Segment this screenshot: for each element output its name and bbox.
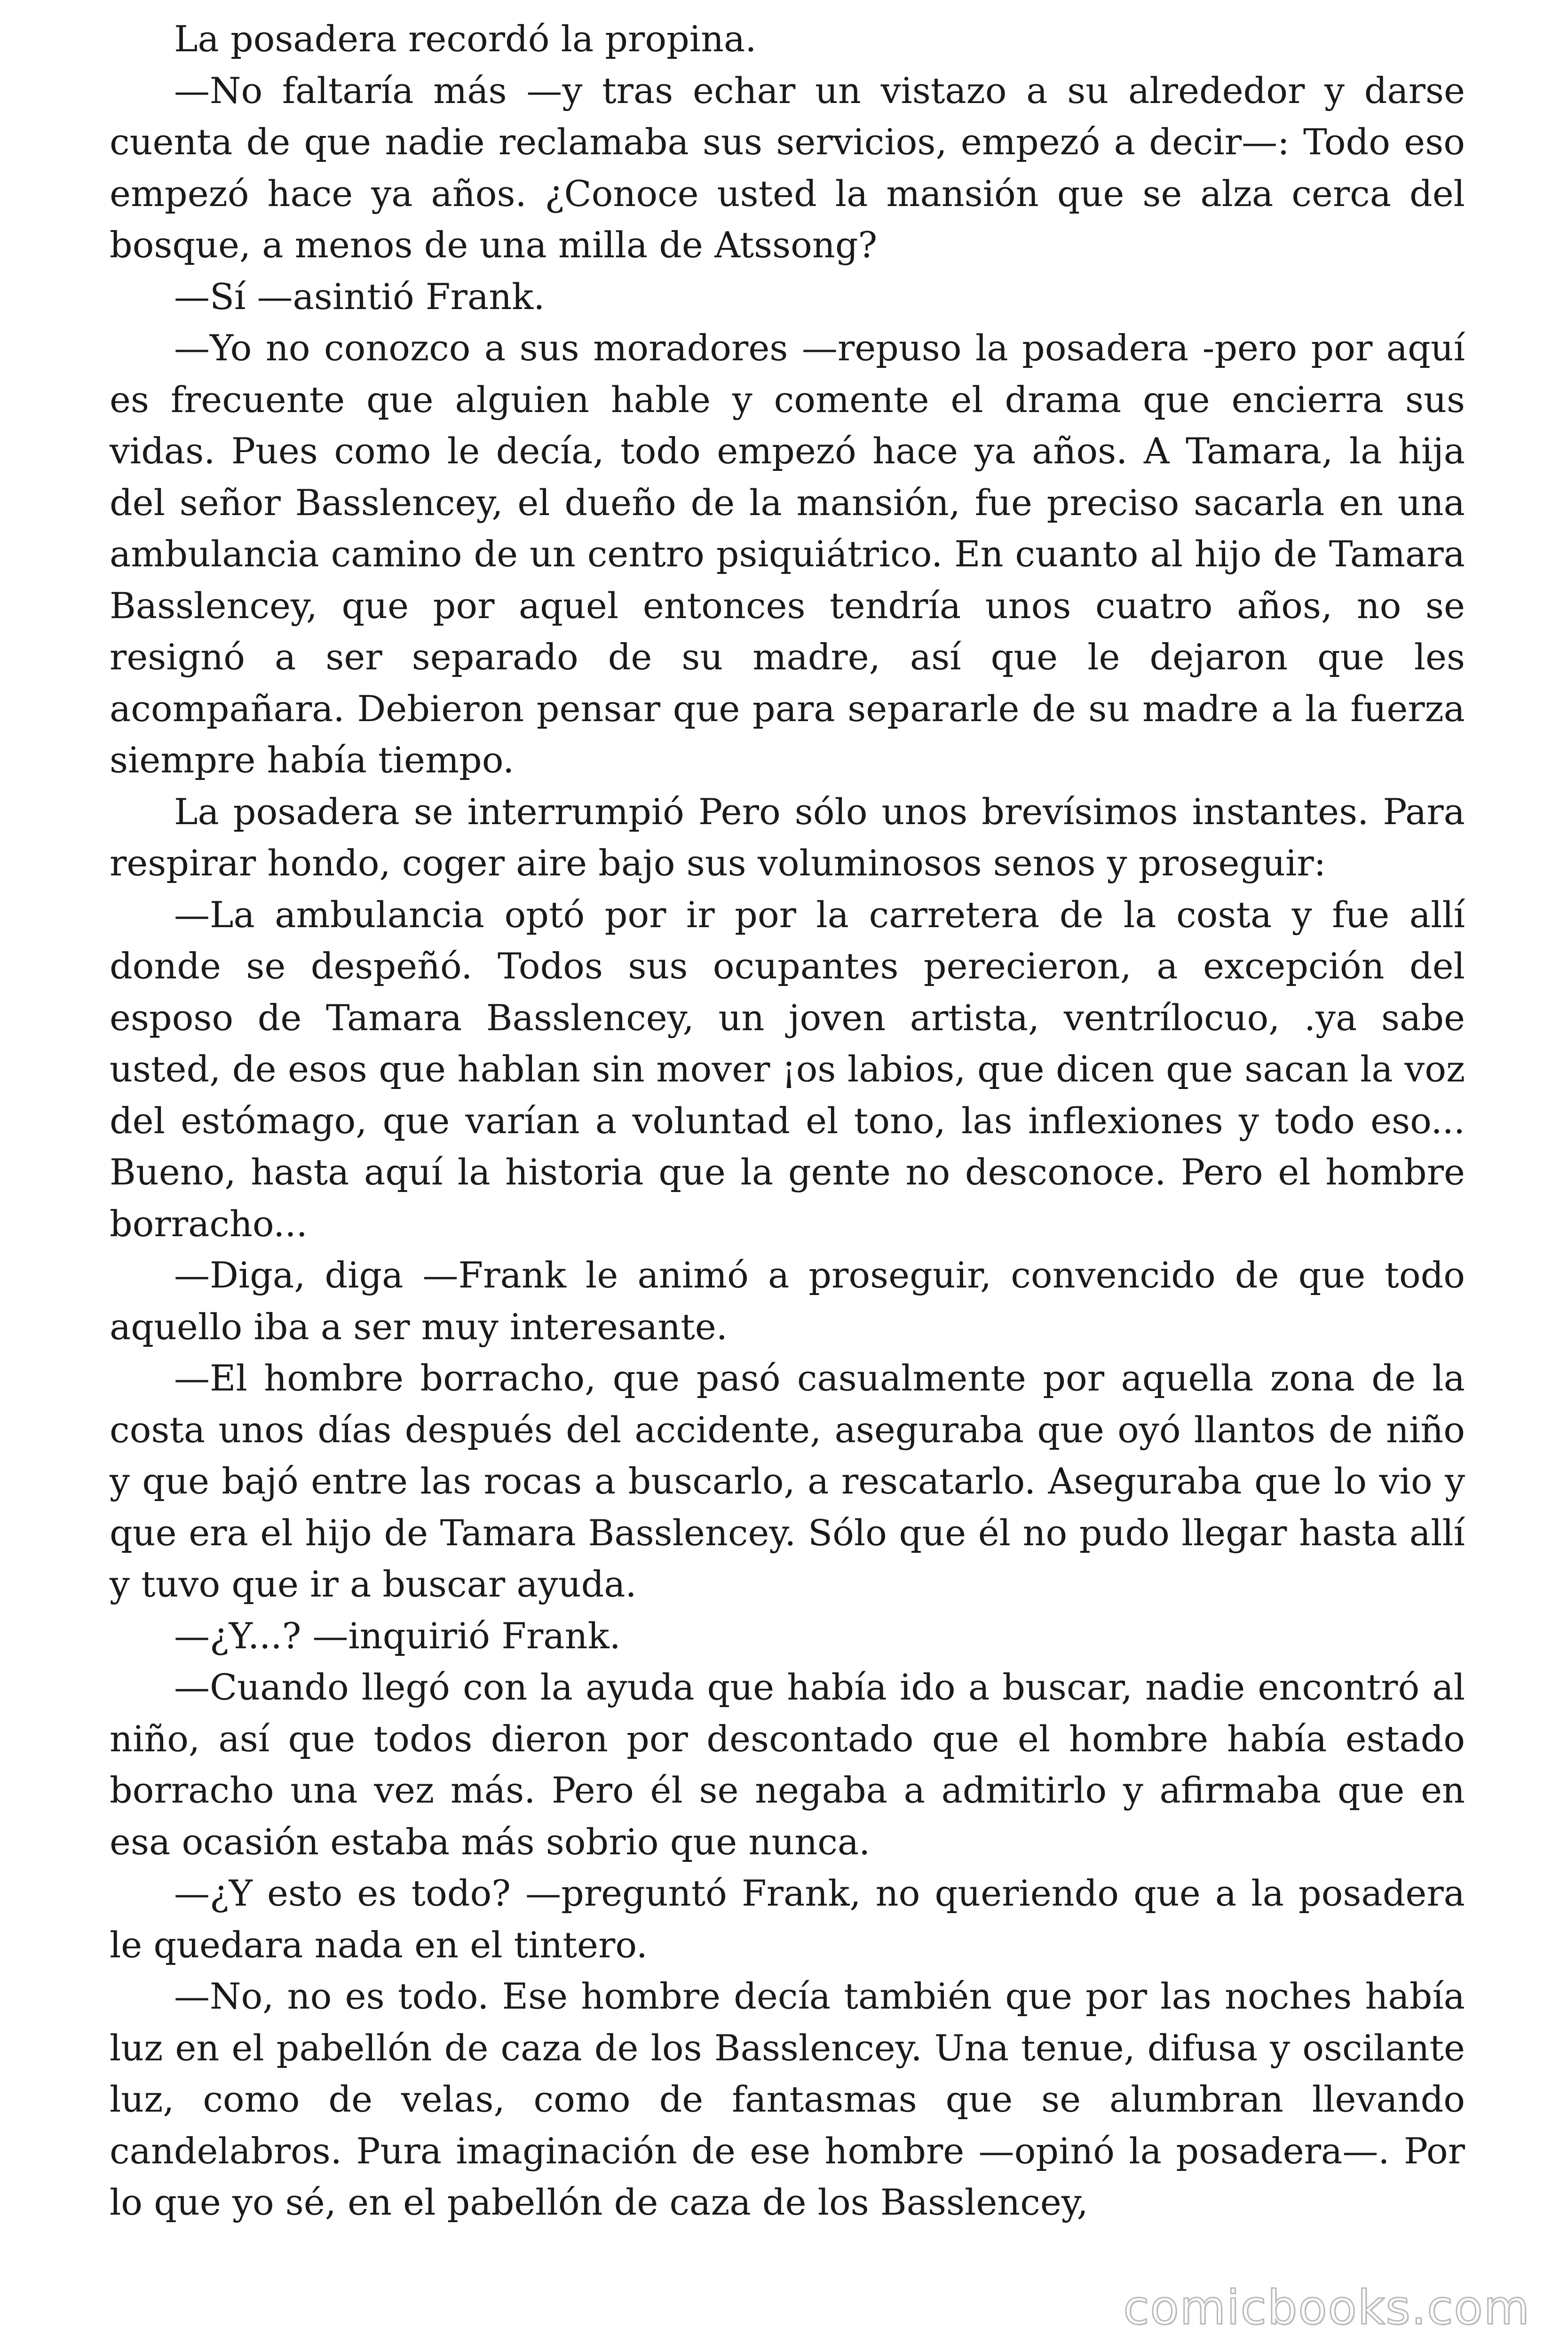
paragraph: —Diga, diga —Frank le animó a proseguir, convencido de que todo aquello iba a ser muy interesante. bbox=[110, 1254, 1465, 1348]
paragraph: —¿Y esto es todo? —preguntó Frank, no queriendo que a la posadera le quedara nada en el tintero. bbox=[110, 1872, 1465, 1966]
paragraph: —El hombre borracho, que pasó casualmente por aquella zona de la costa unos días después del accidente, aseguraba que oyó llantos de niño y que bajó entre las rocas a buscarlo, a rescatarlo. Aseguraba que lo vio y que era el hijo de Tamara Basslencey. Sólo que él no pudo llegar hasta allí y tuvo que ir a buscar ayuda. bbox=[110, 1357, 1465, 1605]
paragraph: —No, no es todo. Ese hombre decía también que por las noches había luz en el pabellón de caza de los Basslencey. Una tenue, difusa y oscilante luz, como de velas, como de fantasmas que se alumbran llevando candelabros. Pura imaginación de ese hombre —opinó la posadera—. Por lo que yo sé, en el pabellón de caza de los Basslencey, bbox=[110, 1975, 1465, 2223]
paragraph: —Cuando llegó con la ayuda que había ido a buscar, nadie encontró al niño, así que todos dieron por descontado que el hombre había estado borracho una vez más. Pero él se negaba a admitirlo y afirmaba que en esa ocasión estaba más sobrio que nunca. bbox=[110, 1666, 1465, 1863]
body-text bbox=[110, 13, 1465, 2228]
paragraph: —¿Y...? —inquirió Frank. bbox=[174, 1614, 621, 1657]
paragraph: La posadera se interrumpió Pero sólo unos brevísimos instantes. Para respirar hondo, coger aire bajo sus voluminosos senos y proseguir: bbox=[110, 790, 1465, 884]
paragraph: —Yo no conozco a sus moradores —repuso la posadera -pero por aquí es frecuente que alguien hable y comente el drama que encierra sus vidas. Pues como le decía, todo empezó hace ya años. A Tamara, la hija del señor Basslencey, el dueño de la mansión, fue preciso sacarla en una ambulancia camino de un centro psiquiátrico. En cuanto al hijo de Tamara Basslencey, que por aquel entonces tendría unos cuatro años, no se resignó a ser separado de su madre, así que le dejaron que les acompañara. Debieron pensar que para separarle de su madre a la fuerza siempre había tiempo. bbox=[110, 327, 1465, 781]
watermark: comicbooks.com bbox=[1123, 2280, 1530, 2335]
paragraph: —No faltaría más —y tras echar un vistazo a su alrededor y darse cuenta de que nadie reclamaba sus servicios, empezó a decir—: Todo eso empezó hace ya años. ¿Conoce usted la mansión que se alza cerca del bosque, a menos de una milla de Atssong? bbox=[110, 69, 1465, 266]
paragraph: La posadera recordó la propina. bbox=[174, 18, 757, 60]
paragraph: —Sí —asintió Frank. bbox=[174, 275, 545, 318]
paragraph: —La ambulancia optó por ir por la carretera de la costa y fue allí donde se despeñó. Todos sus ocupantes perecieron, a excepción del esposo de Tamara Basslencey, un joven artista, ventrílocuo, .ya sabe usted, de esos que hablan sin mover ¡os labios, que dicen que sacan la voz del estómago, que varían a voluntad el tono, las inflexiones y todo eso... Bueno, hasta aquí la historia que la gente no desconoce. Pero el hombre borracho... bbox=[110, 893, 1465, 1245]
